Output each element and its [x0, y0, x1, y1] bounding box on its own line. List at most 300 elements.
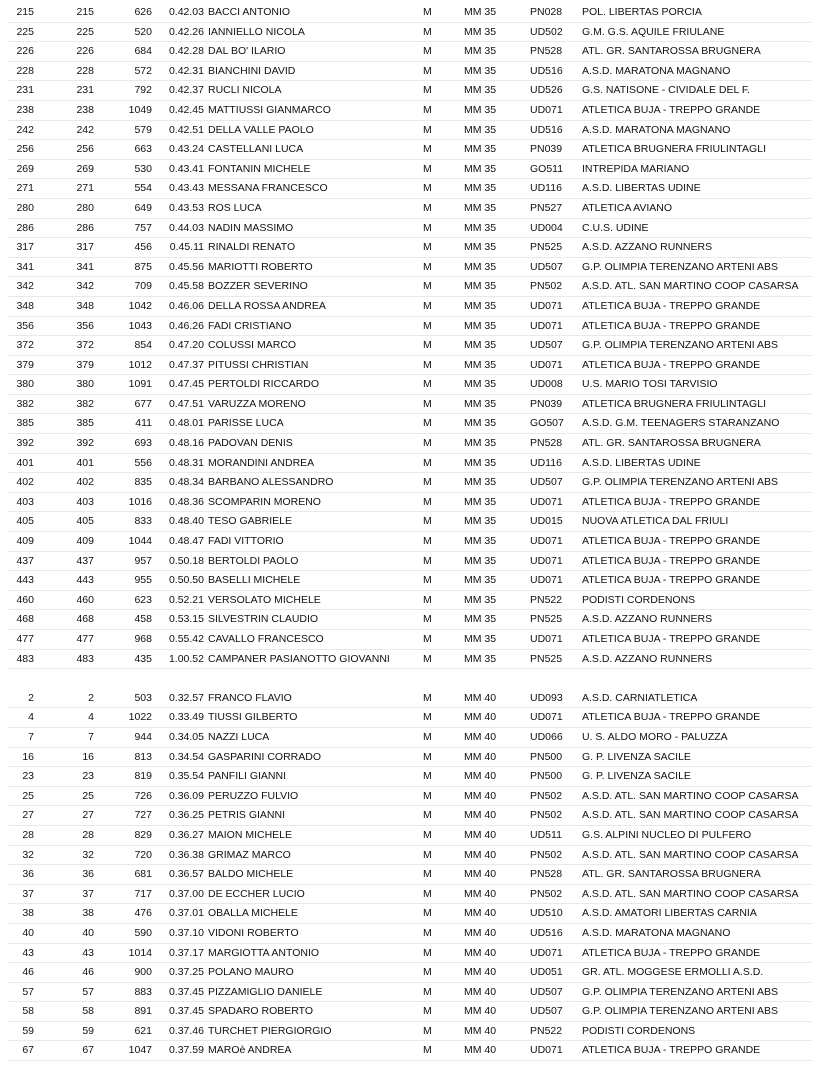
result-row	[0, 258, 820, 278]
finish-time: 0.37.25	[168, 966, 204, 979]
category: MM 35	[464, 64, 497, 77]
athlete-name: BACCI ANTONIO	[208, 6, 291, 18]
result-row	[0, 708, 820, 728]
club-name: G.S. ALPINI NUCLEO DI PULFERO	[582, 828, 752, 841]
result-row	[0, 689, 820, 709]
finish-time: 0.44.03	[168, 221, 204, 234]
bib-number: 720	[134, 848, 152, 861]
category: MM 40	[464, 887, 497, 900]
category: MM 40	[464, 809, 497, 822]
club-code: UD071	[530, 319, 563, 332]
finish-time: 0.43.41	[168, 162, 204, 175]
club-name: ATL. GR. SANTAROSSA BRUGNERA	[582, 45, 761, 58]
athlete-name: VERSOLATO MICHELE	[208, 593, 321, 606]
result-row	[0, 963, 820, 983]
club-code: UD071	[530, 946, 563, 959]
club-name: ATLETICA BUJA - TREPPO GRANDE	[582, 711, 761, 724]
finish-time: 0.45.58	[168, 280, 204, 293]
bib-number: 957	[134, 554, 152, 567]
finish-time: 0.33.49	[168, 711, 204, 724]
athlete-name: PERTOLDI RICCARDO	[208, 378, 320, 391]
athlete-name: MORANDINI ANDREA	[208, 456, 315, 469]
overall-position: 385	[16, 417, 34, 430]
result-row	[0, 1041, 820, 1061]
category-position: 226	[76, 45, 94, 58]
athlete-name: RUCLI NICOLA	[208, 84, 282, 97]
club-code: PN525	[530, 652, 563, 665]
category-position: 443	[76, 574, 94, 587]
club-code: PN500	[530, 770, 563, 783]
club-code: PN028	[530, 6, 563, 18]
club-code: UD507	[530, 1005, 563, 1018]
category-position: 317	[76, 241, 94, 254]
athlete-name: COLUSSI MARCO	[208, 339, 297, 352]
bib-number: 579	[134, 123, 152, 136]
club-code: UD071	[530, 633, 563, 645]
category: MM 35	[464, 299, 497, 312]
category: MM 35	[464, 162, 497, 175]
overall-position: 231	[16, 84, 34, 97]
club-name: G. P. LIVENZA SACILE	[582, 750, 691, 763]
sex: M	[423, 182, 432, 195]
category: MM 40	[464, 1024, 497, 1037]
sex: M	[423, 770, 432, 783]
category-position: 342	[76, 280, 94, 293]
category-position: 67	[82, 1044, 94, 1057]
club-name: ATLETICA BUJA - TREPPO GRANDE	[582, 633, 761, 645]
bib-number: 554	[134, 182, 152, 195]
club-code: UD071	[530, 554, 563, 567]
club-code: UD071	[530, 103, 563, 116]
bib-number: 944	[134, 730, 152, 743]
club-name: ATL. GR. SANTAROSSA BRUGNERA	[582, 868, 761, 881]
athlete-name: DELLA ROSSA ANDREA	[208, 299, 326, 312]
result-row	[0, 552, 820, 572]
result-row	[0, 826, 820, 846]
category-position: 392	[76, 437, 94, 450]
club-name: A.S.D. G.M. TEENAGERS STARANZANO	[582, 417, 780, 430]
athlete-name: CASTELLANI LUCA	[208, 143, 304, 156]
overall-position: 342	[16, 280, 34, 293]
sex: M	[423, 495, 432, 508]
category: MM 35	[464, 182, 497, 195]
club-name: POL. LIBERTAS PORCIA	[582, 6, 702, 18]
bib-number: 1047	[128, 1044, 152, 1057]
club-code: UD071	[530, 1044, 563, 1057]
category: MM 40	[464, 985, 497, 998]
result-row	[0, 160, 820, 180]
club-code: UD507	[530, 339, 563, 352]
result-row	[0, 728, 820, 748]
finish-time: 0.47.20	[168, 339, 204, 352]
overall-position: 317	[16, 241, 34, 254]
finish-time: 0.48.36	[168, 495, 204, 508]
athlete-name: CAMPANER PASIANOTTO GIOVANNI	[208, 652, 390, 665]
club-name: U.S. MARIO TOSI TARVISIO	[582, 378, 718, 391]
club-code: UD526	[530, 84, 563, 97]
bib-number: 1043	[128, 319, 152, 332]
finish-time: 0.43.53	[168, 201, 204, 214]
club-name: ATLETICA BUJA - TREPPO GRANDE	[582, 358, 761, 371]
bib-number: 1049	[128, 103, 152, 116]
finish-time: 0.48.31	[168, 456, 204, 469]
athlete-name: PANFILI GIANNI	[208, 770, 286, 783]
category-position: 271	[76, 182, 94, 195]
result-row	[0, 3, 820, 23]
club-code: UD507	[530, 985, 563, 998]
finish-time: 0.37.45	[168, 1005, 204, 1018]
category-position: 372	[76, 339, 94, 352]
category-position: 43	[82, 946, 94, 959]
sex: M	[423, 64, 432, 77]
athlete-name: NADIN MASSIMO	[208, 221, 294, 234]
club-name: ATLETICA BUJA - TREPPO GRANDE	[582, 103, 761, 116]
club-code: UD516	[530, 926, 563, 939]
finish-time: 0.36.09	[168, 789, 204, 802]
category-position: 385	[76, 417, 94, 430]
finish-time: 0.47.51	[168, 397, 204, 410]
category: MM 35	[464, 535, 497, 548]
result-row	[0, 806, 820, 826]
overall-position: 409	[16, 535, 34, 548]
club-code: UD116	[530, 182, 562, 195]
category-position: 437	[76, 554, 94, 567]
overall-position: 36	[22, 868, 34, 881]
sex: M	[423, 221, 432, 234]
club-code: UD511	[530, 828, 562, 841]
category: MM 40	[464, 691, 497, 704]
finish-time: 0.48.40	[168, 515, 204, 528]
overall-position: 402	[16, 476, 34, 489]
category: MM 40	[464, 868, 497, 881]
overall-position: 225	[16, 25, 34, 38]
athlete-name: MAION MICHELE	[208, 828, 293, 841]
category-position: 269	[76, 162, 94, 175]
bib-number: 684	[134, 45, 152, 58]
category-position: 57	[82, 985, 94, 998]
club-code: GO507	[530, 417, 564, 430]
category-position: 7	[88, 730, 94, 743]
category-position: 380	[76, 378, 94, 391]
club-code: PN525	[530, 241, 563, 254]
sex: M	[423, 652, 432, 665]
category: MM 35	[464, 123, 497, 136]
sex: M	[423, 378, 432, 391]
bib-number: 677	[134, 397, 152, 410]
category: MM 40	[464, 730, 497, 743]
club-code: UD116	[530, 456, 562, 469]
bib-number: 623	[134, 593, 152, 606]
category: MM 40	[464, 828, 497, 841]
sex: M	[423, 593, 432, 606]
athlete-name: POLANO MAURO	[208, 966, 294, 979]
athlete-name: MARIOTTI ROBERTO	[208, 260, 313, 273]
result-row	[0, 748, 820, 768]
category: MM 35	[464, 613, 497, 626]
result-row	[0, 454, 820, 474]
category-position: 2	[88, 691, 94, 704]
club-code: PN502	[530, 789, 563, 802]
athlete-name: PERUZZO FULVIO	[208, 789, 299, 802]
bib-number: 813	[134, 750, 152, 763]
athlete-name: GRIMAZ MARCO	[208, 848, 291, 861]
result-row	[0, 297, 820, 317]
overall-position: 16	[22, 750, 34, 763]
athlete-name: SCOMPARIN MORENO	[208, 495, 321, 508]
category-position: 341	[76, 260, 94, 273]
overall-position: 443	[16, 574, 34, 587]
sex: M	[423, 417, 432, 430]
category: MM 35	[464, 45, 497, 58]
category: MM 40	[464, 1044, 497, 1057]
club-name: ATLETICA BUJA - TREPPO GRANDE	[582, 574, 761, 587]
club-name: A.S.D. LIBERTAS UDINE	[582, 456, 701, 469]
finish-time: 0.42.45	[168, 103, 204, 116]
club-name: ATLETICA BUJA - TREPPO GRANDE	[582, 319, 761, 332]
bib-number: 649	[134, 201, 152, 214]
result-row	[0, 62, 820, 82]
bib-number: 968	[134, 633, 152, 645]
club-name: ATLETICA BUJA - TREPPO GRANDE	[582, 554, 761, 567]
finish-time: 0.37.59	[168, 1044, 204, 1057]
club-code: PN502	[530, 848, 563, 861]
category: MM 40	[464, 966, 497, 979]
result-row	[0, 1022, 820, 1042]
category-position: 409	[76, 535, 94, 548]
result-row	[0, 434, 820, 454]
overall-position: 4	[28, 711, 34, 724]
category-position: 40	[82, 926, 94, 939]
result-row	[0, 277, 820, 297]
sex: M	[423, 241, 432, 254]
sex: M	[423, 554, 432, 567]
overall-position: 483	[16, 652, 34, 665]
club-code: PN528	[530, 868, 563, 881]
category-position: 231	[76, 84, 94, 97]
athlete-name: CAVALLO FRANCESCO	[208, 633, 324, 645]
sex: M	[423, 319, 432, 332]
athlete-name: MARGIOTTA ANTONIO	[208, 946, 320, 959]
overall-position: 23	[22, 770, 34, 783]
result-row	[0, 140, 820, 160]
category: MM 35	[464, 495, 497, 508]
bib-number: 503	[134, 691, 152, 704]
club-code: PN522	[530, 1024, 563, 1037]
sex: M	[423, 437, 432, 450]
athlete-name: PIZZAMIGLIO DANIELE	[208, 985, 323, 998]
result-row	[0, 846, 820, 866]
category-position: 242	[76, 123, 94, 136]
category: MM 35	[464, 339, 497, 352]
result-row	[0, 42, 820, 62]
result-row	[0, 473, 820, 493]
bib-number: 681	[134, 868, 152, 881]
overall-position: 405	[16, 515, 34, 528]
sex: M	[423, 456, 432, 469]
finish-time: 0.46.26	[168, 319, 204, 332]
overall-position: 215	[16, 6, 34, 18]
club-code: UD071	[530, 711, 563, 724]
finish-time: 0.36.57	[168, 868, 204, 881]
category-position: 58	[82, 1005, 94, 1018]
overall-position: 228	[16, 64, 34, 77]
result-row	[0, 238, 820, 258]
club-code: UD008	[530, 378, 563, 391]
athlete-name: BASELLI MICHELE	[208, 574, 301, 587]
bib-number: 1091	[128, 378, 152, 391]
category: MM 35	[464, 652, 497, 665]
sex: M	[423, 123, 432, 136]
athlete-name: ROS LUCA	[208, 201, 262, 214]
overall-position: 40	[22, 926, 34, 939]
finish-time: 0.37.01	[168, 907, 204, 920]
result-row	[0, 199, 820, 219]
club-name: G.M. G.S. AQUILE FRIULANE	[582, 25, 725, 38]
sex: M	[423, 299, 432, 312]
bib-number: 883	[134, 985, 152, 998]
sex: M	[423, 6, 432, 18]
finish-time: 0.37.17	[168, 946, 204, 959]
category-position: 403	[76, 495, 94, 508]
category-position: 228	[76, 64, 94, 77]
results-sheet	[0, 3, 820, 1061]
result-row	[0, 493, 820, 513]
finish-time: 0.47.45	[168, 378, 204, 391]
category-position: 483	[76, 652, 94, 665]
category-position: 348	[76, 299, 94, 312]
category: MM 35	[464, 554, 497, 567]
sex: M	[423, 1005, 432, 1018]
bib-number: 833	[134, 515, 152, 528]
sex: M	[423, 260, 432, 273]
sex: M	[423, 691, 432, 704]
finish-time: 0.42.51	[168, 123, 204, 136]
sex: M	[423, 809, 432, 822]
club-code: PN527	[530, 201, 563, 214]
club-code: PN502	[530, 809, 563, 822]
category-position: 401	[76, 456, 94, 469]
athlete-name: NAZZI LUCA	[208, 730, 270, 743]
club-name: ATL. GR. SANTAROSSA BRUGNERA	[582, 437, 761, 450]
category: MM 40	[464, 1005, 497, 1018]
category: MM 35	[464, 143, 497, 156]
club-name: GR. ATL. MOGGESE ERMOLLI A.S.D.	[582, 966, 764, 979]
result-row	[0, 944, 820, 964]
bib-number: 456	[134, 241, 152, 254]
bib-number: 1012	[128, 358, 152, 371]
club-code: GO511	[530, 162, 564, 175]
category-position: 225	[76, 25, 94, 38]
athlete-name: BALDO MICHELE	[208, 868, 294, 881]
category-position: 16	[82, 750, 94, 763]
sex: M	[423, 358, 432, 371]
club-code: PN039	[530, 143, 563, 156]
overall-position: 269	[16, 162, 34, 175]
result-row	[0, 179, 820, 199]
club-name: ATLETICA BRUGNERA FRIULINTAGLI	[582, 397, 766, 410]
bib-number: 621	[134, 1024, 152, 1037]
club-code: UD071	[530, 299, 563, 312]
club-name: G.P. OLIMPIA TERENZANO ARTENI ABS	[582, 476, 779, 489]
finish-time: 0.37.46	[168, 1024, 204, 1037]
category-position: 27	[82, 809, 94, 822]
sex: M	[423, 103, 432, 116]
athlete-name: TURCHET PIERGIORGIO	[208, 1024, 332, 1037]
sex: M	[423, 84, 432, 97]
finish-time: 0.32.57	[168, 691, 204, 704]
athlete-name: GASPARINI CORRADO	[208, 750, 321, 763]
category-position: 4	[88, 711, 94, 724]
category: MM 35	[464, 437, 497, 450]
finish-time: 0.48.16	[168, 437, 204, 450]
athlete-name: VIDONI ROBERTO	[208, 926, 299, 939]
club-code: UD004	[530, 221, 563, 234]
bib-number: 476	[134, 907, 152, 920]
bib-number: 1022	[128, 711, 152, 724]
overall-position: 379	[16, 358, 34, 371]
bib-number: 1042	[128, 299, 152, 312]
sex: M	[423, 926, 432, 939]
sex: M	[423, 613, 432, 626]
club-code: UD516	[530, 64, 563, 77]
result-row	[0, 865, 820, 885]
sex: M	[423, 1044, 432, 1057]
result-row	[0, 630, 820, 650]
finish-time: 0.36.27	[168, 828, 204, 841]
bib-number: 626	[134, 6, 152, 18]
bib-number: 829	[134, 828, 152, 841]
finish-time: 0.43.43	[168, 182, 204, 195]
sex: M	[423, 946, 432, 959]
club-code: UD051	[530, 966, 563, 979]
finish-time: 0.50.18	[168, 554, 204, 567]
category-position: 402	[76, 476, 94, 489]
sex: M	[423, 201, 432, 214]
sex: M	[423, 280, 432, 293]
overall-position: 437	[16, 554, 34, 567]
bib-number: 854	[134, 339, 152, 352]
club-name: U. S. ALDO MORO - PALUZZA	[582, 730, 728, 743]
overall-position: 59	[22, 1024, 34, 1037]
category: MM 35	[464, 201, 497, 214]
overall-position: 67	[22, 1044, 34, 1057]
bib-number: 900	[134, 966, 152, 979]
athlete-name: OBALLA MICHELE	[208, 907, 298, 920]
category-position: 36	[82, 868, 94, 881]
bib-number: 819	[134, 770, 152, 783]
category-position: 280	[76, 201, 94, 214]
category: MM 40	[464, 907, 497, 920]
category-position: 286	[76, 221, 94, 234]
club-name: NUOVA ATLETICA DAL FRIULI	[582, 515, 729, 528]
club-name: G. P. LIVENZA SACILE	[582, 770, 691, 783]
finish-time: 0.46.06	[168, 299, 204, 312]
category: MM 35	[464, 221, 497, 234]
finish-time: 0.42.03	[168, 6, 204, 18]
category: MM 35	[464, 417, 497, 430]
overall-position: 286	[16, 221, 34, 234]
category: MM 35	[464, 319, 497, 332]
club-name: PODISTI CORDENONS	[582, 593, 696, 606]
category-position: 59	[82, 1024, 94, 1037]
club-name: ATLETICA BUJA - TREPPO GRANDE	[582, 946, 761, 959]
category: MM 35	[464, 456, 497, 469]
club-code: PN502	[530, 280, 563, 293]
sex: M	[423, 25, 432, 38]
bib-number: 572	[134, 64, 152, 77]
finish-time: 0.42.28	[168, 45, 204, 58]
club-name: A.S.D. AZZANO RUNNERS	[582, 613, 713, 626]
